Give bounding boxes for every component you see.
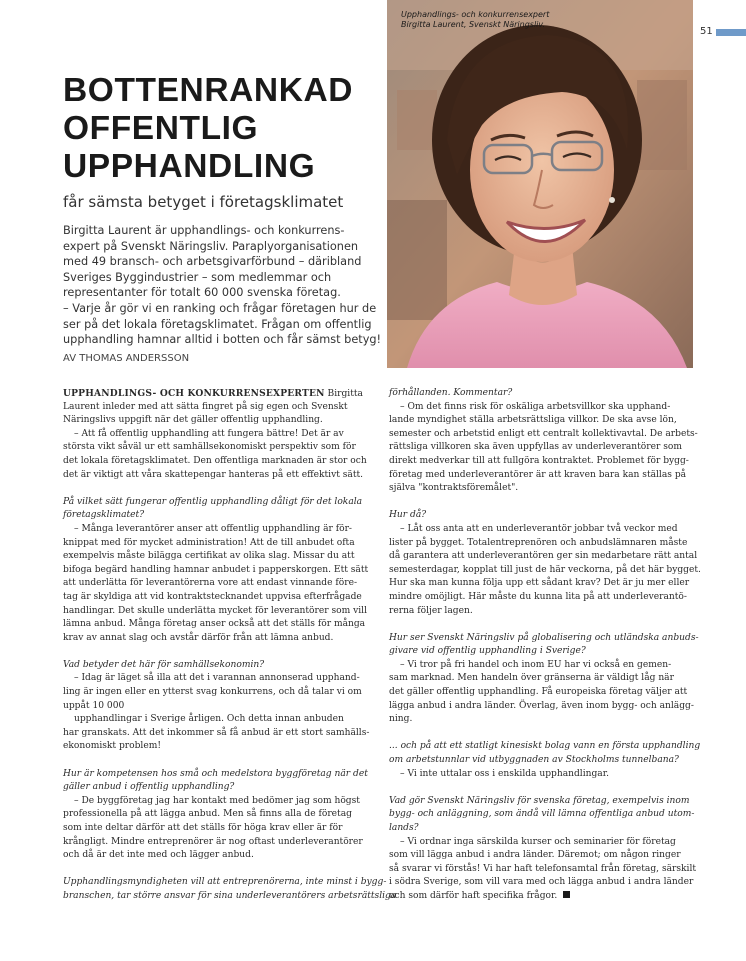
line-text: största vikt såväl ur ett samhällsekonomiskt perspektiv som för bbox=[63, 442, 356, 453]
line-text: uppåt 10 000 bbox=[63, 700, 125, 711]
question-line bbox=[63, 496, 375, 510]
body-line bbox=[63, 849, 375, 863]
line-text: det är viktigt att våra skattepengar hanteras på ett effektivt sätt. bbox=[63, 469, 364, 480]
body-line bbox=[389, 441, 701, 455]
line-text: – De byggföretag jag har kontakt med bedömer jag som högst bbox=[74, 795, 360, 806]
line-text: direkt medverkar till att fullgöra kontraktet. Problemet för bygg- bbox=[389, 455, 689, 466]
paragraph-gap bbox=[63, 482, 375, 496]
headline-line-1: BOTTENRANKAD bbox=[63, 72, 354, 109]
article-subtitle: får sämsta betyget i företagsklimatet bbox=[63, 193, 344, 211]
line-text: att underlätta för leverantörerna vore att endast vinnande före- bbox=[63, 578, 358, 589]
line-text: det lokala företagsklimatet. Den offentliga marknaden är stor och bbox=[63, 455, 367, 466]
body-line bbox=[63, 713, 375, 727]
line-text: lägga anbud i andra länder. Överlag, även inom bygg- och anlägg- bbox=[389, 700, 694, 711]
line-text: lämna anbud. Många företag anser också att det ställs för många bbox=[63, 619, 366, 630]
line-text: förhållanden. Kommentar? bbox=[389, 388, 513, 398]
article-headline bbox=[63, 72, 383, 186]
question-line bbox=[63, 890, 397, 904]
question-line bbox=[389, 795, 701, 809]
paragraph-gap bbox=[389, 618, 701, 632]
line-text: då garantera att underleverantören ger sin medarbetare rätt antal bbox=[389, 551, 698, 562]
question-line bbox=[389, 509, 701, 523]
intro-rest: Birgitta bbox=[324, 389, 363, 399]
line-text: ... och på att ett statligt kinesiskt bolag vann en första upphandling bbox=[389, 741, 701, 752]
page-accent-bar bbox=[716, 29, 746, 36]
body-line bbox=[63, 700, 375, 714]
line-text: Näringslivs uppgift när det gäller offentlig upphandling. bbox=[63, 415, 323, 426]
caption-line: Birgitta Laurent, Svenskt Näringsliv. bbox=[401, 20, 546, 29]
line-text: lister på bygget. Totalentreprenören och anbudslämnaren måste bbox=[389, 537, 688, 548]
line-text: ning. bbox=[389, 714, 413, 725]
body-line bbox=[63, 441, 375, 455]
line-text: ekonomiskt problem! bbox=[63, 741, 161, 752]
headline-line-2: OFFENTLIG bbox=[63, 110, 259, 147]
body-line bbox=[389, 849, 701, 863]
body-line bbox=[389, 469, 701, 483]
line-text: så svarar vi förstås! Vi har haft telefonsamtal från företag, särskilt bbox=[389, 863, 697, 874]
body-line bbox=[389, 605, 701, 619]
body-line bbox=[63, 727, 375, 741]
body-line bbox=[389, 686, 701, 700]
line-text: och som därför haft specifika frågor. bbox=[389, 890, 558, 901]
paragraph-gap bbox=[389, 781, 701, 795]
lead-line: med 49 bransch- och arbetsgivarförbund – däribland bbox=[63, 255, 362, 269]
question-line bbox=[63, 768, 375, 782]
body-line bbox=[63, 428, 375, 442]
line-text: – Idag är läget så illa att det i varannan annonserad upphand- bbox=[74, 673, 360, 684]
body-line bbox=[389, 659, 701, 673]
question-line bbox=[389, 822, 701, 836]
question-line bbox=[63, 781, 375, 795]
portrait-photo bbox=[387, 0, 693, 368]
body-line bbox=[63, 591, 375, 605]
line-text: Hur då? bbox=[389, 510, 427, 521]
body-line bbox=[63, 523, 375, 537]
body-line bbox=[389, 537, 701, 551]
body-line bbox=[389, 836, 701, 850]
body-line bbox=[389, 482, 701, 496]
line-text: gäller anbud i offentlig upphandling? bbox=[63, 782, 235, 793]
line-text: semesterdagar, kopplat till just de här veckorna, på det här bygget. bbox=[389, 564, 701, 575]
line-text: – Låt oss anta att en underleverantör jobbar två veckor med bbox=[400, 523, 678, 534]
lead-line: expert på Svenskt Näringsliv. Paraplyorganisationen bbox=[63, 239, 359, 253]
paragraph-gap bbox=[63, 754, 375, 768]
body-line bbox=[63, 577, 375, 591]
body-line bbox=[63, 836, 375, 850]
body-line bbox=[389, 401, 701, 415]
intro-caps: UPPHANDLINGS- OCH KONKURRENSEXPERTEN bbox=[63, 388, 325, 399]
line-text: har granskats. Att det inkommer så få anbud är ett stort samhälls- bbox=[63, 727, 370, 738]
line-text: exempelvis måste bilägga certifikat av olika slag. Missar du att bbox=[63, 551, 355, 562]
paragraph-gap bbox=[389, 727, 701, 741]
line-text: mindre omöjligt. Här måste du kunna lita på att underleverantö- bbox=[389, 591, 687, 602]
line-text: bifoga begärd handling hamnar anbudet i papperskorgen. Ett sätt bbox=[63, 564, 369, 575]
line-text: om arbetstunnlar vid utbyggnaden av Stockholms tunnelbana? bbox=[389, 755, 679, 766]
line-text: som inte deltar därför att det ställs för höga krav eller är för bbox=[63, 823, 343, 833]
line-text: rättsliga villkoren ska även uppfyllas av underleverantörer som bbox=[389, 442, 683, 453]
question-line bbox=[389, 754, 701, 768]
body-line bbox=[63, 550, 375, 564]
headline-line-3: UPPHANDLING bbox=[63, 148, 316, 185]
line-text: lands? bbox=[389, 823, 419, 833]
body-line bbox=[389, 863, 701, 877]
body-column-left bbox=[63, 387, 397, 904]
body-line bbox=[389, 700, 701, 714]
body-line bbox=[63, 537, 375, 551]
question-line bbox=[389, 808, 701, 822]
body-line bbox=[389, 550, 701, 564]
body-line bbox=[389, 455, 701, 469]
portrait-illustration bbox=[387, 0, 693, 368]
page-number: 51 bbox=[700, 26, 713, 37]
line-text: Vad gör Svenskt Näringsliv för svenska företag, exempelvis inom bbox=[389, 795, 690, 806]
line-text: – Vi inte uttalar oss i enskilda upphandlingar. bbox=[400, 768, 609, 779]
body-line bbox=[63, 808, 375, 822]
question-line bbox=[389, 632, 701, 646]
question-line bbox=[389, 387, 701, 401]
body-line bbox=[63, 605, 375, 619]
line-text: och då är det inte med och lägger anbud. bbox=[63, 850, 254, 861]
line-text: lande myndighet ställa arbetsrättsliga villkor. De ska avse lön, bbox=[389, 415, 677, 426]
question-line bbox=[63, 876, 387, 890]
paragraph-gap bbox=[63, 863, 375, 877]
byline: AV THOMAS ANDERSSON bbox=[63, 353, 190, 364]
line-text: företag med underleverantörer är att kraven bara kan ställas på bbox=[389, 469, 687, 480]
article-end-mark bbox=[563, 891, 570, 898]
body-line bbox=[63, 632, 375, 646]
photo-caption bbox=[401, 10, 549, 30]
line-text: Laurent inleder med att sätta fingret på sig egen och Svenskt bbox=[63, 401, 348, 412]
body-line bbox=[389, 768, 701, 782]
body-line bbox=[63, 469, 375, 483]
body-line bbox=[63, 618, 375, 632]
line-text: – Vi tror på fri handel och inom EU har vi också en gemen- bbox=[400, 659, 672, 670]
line-text: i södra Sverige, som vill vara med och lägga anbud i andra länder bbox=[389, 877, 694, 888]
body-line bbox=[63, 822, 375, 836]
lead-line: Sveriges Byggindustrier – som medlemmar och bbox=[63, 270, 332, 284]
question-line bbox=[63, 659, 375, 673]
body-column-right bbox=[389, 387, 701, 904]
paragraph-gap bbox=[63, 645, 375, 659]
line-text: upphandlingar i Sverige årligen. Och detta innan anbuden bbox=[74, 714, 344, 725]
body-line bbox=[389, 414, 701, 428]
question-line bbox=[389, 645, 701, 659]
body-line bbox=[389, 577, 701, 591]
line-text: branschen, tar större ansvar för sina underleverantörers arbetsrättsliga bbox=[63, 890, 397, 901]
lead-line: upphandling hamnar alltid i botten och får sämst betyg! bbox=[63, 333, 382, 347]
body-line bbox=[389, 523, 701, 537]
line-text: På vilket sätt fungerar offentlig upphandling dåligt för det lokala bbox=[63, 496, 363, 507]
left-column-lines bbox=[63, 401, 397, 904]
lead-line: representanter för totalt 60 000 svenska företag. bbox=[63, 286, 341, 300]
line-text: professionella på att lägga anbud. Men så finns alla de företag bbox=[63, 809, 352, 820]
body-line bbox=[63, 564, 375, 578]
lead-line: – Varje år gör vi en ranking och frågar företagen hur de bbox=[63, 301, 377, 315]
intro-line bbox=[63, 387, 375, 401]
body-line bbox=[63, 740, 375, 754]
body-line bbox=[63, 795, 375, 809]
question-line bbox=[389, 740, 701, 754]
lead-line: ser på det lokala företagsklimatet. Frågan om offentlig bbox=[63, 317, 372, 331]
body-line bbox=[63, 672, 375, 686]
line-text: Upphandlingsmyndigheten vill att entreprenörerna, inte minst i bygg- bbox=[63, 877, 387, 888]
body-line bbox=[63, 401, 375, 415]
line-text: – Många leverantörer anser att offentlig upphandling är för- bbox=[74, 523, 352, 534]
lead-line: Birgitta Laurent är upphandlings- och konkurrens- bbox=[63, 224, 345, 237]
line-text: själva "kontraktsföremålet". bbox=[389, 483, 519, 494]
line-text: företagsklimatet? bbox=[63, 510, 145, 521]
caption-line: Upphandlings- och konkurrensexpert bbox=[401, 10, 550, 19]
line-text: Hur är kompetensen hos små och medelstora byggföretag när det bbox=[63, 768, 368, 779]
body-line bbox=[389, 591, 701, 605]
line-text: givare vid offentlig upphandling i Sverige? bbox=[389, 646, 586, 657]
line-text: ling är ingen eller en ytterst svag konkurrens, och då talar vi om bbox=[63, 687, 362, 698]
line-text: krångligt. Mindre entreprenörer är nog oftast underleverantörer bbox=[63, 836, 363, 847]
right-column-lines bbox=[389, 387, 701, 904]
line-text: bygg- och anläggning, som ändå vill lämna offentliga anbud utom- bbox=[389, 809, 695, 820]
line-text: det gäller offentlig upphandling. Få europeiska företag väljer att bbox=[389, 687, 688, 698]
body-line bbox=[389, 890, 701, 904]
article-lead bbox=[63, 223, 382, 348]
line-text: – Att få offentlig upphandling att fungera bättre! Det är av bbox=[74, 428, 344, 439]
line-text: Hur ser Svenskt Näringsliv på globalisering och utländska anbuds- bbox=[389, 632, 699, 643]
body-line bbox=[389, 713, 701, 727]
body-line bbox=[389, 564, 701, 578]
line-text: – Vi ordnar inga särskilda kurser och seminarier för företag bbox=[400, 836, 676, 847]
line-text: – Om det finns risk för oskäliga arbetsvillkor ska upphand- bbox=[400, 401, 671, 412]
line-text: rerna följer lagen. bbox=[389, 605, 473, 616]
line-text: tag är skyldiga att vid kontraktstecknandet uppvisa efterfrågade bbox=[63, 591, 362, 602]
line-text: som vill lägga anbud i andra länder. Däremot; om någon ringer bbox=[389, 850, 681, 861]
body-line bbox=[389, 428, 701, 442]
body-line bbox=[63, 455, 375, 469]
line-text: Hur ska man kunna följa upp ett sådant krav? Det är ju mer eller bbox=[389, 578, 690, 589]
line-text: krav av annat slag och avstår därför från att lämna anbud. bbox=[63, 632, 334, 643]
line-text: knippat med för mycket administration! Att de till anbudet ofta bbox=[63, 537, 355, 548]
body-line bbox=[389, 876, 701, 890]
line-text: Vad betyder det här för samhällsekonomin? bbox=[63, 659, 265, 670]
body-line bbox=[63, 414, 375, 428]
line-text: sam marknad. Men handeln över gränserna är väldigt låg när bbox=[389, 673, 674, 684]
body-line bbox=[63, 686, 375, 700]
body-line bbox=[389, 672, 701, 686]
line-text: semester och arbetstid enligt ett centralt kollektivavtal. De arbets- bbox=[389, 428, 698, 439]
question-line bbox=[63, 509, 375, 523]
line-text: handlingar. Det skulle underlätta mycket för leverantörer som vill bbox=[63, 605, 367, 616]
paragraph-gap bbox=[389, 496, 701, 510]
